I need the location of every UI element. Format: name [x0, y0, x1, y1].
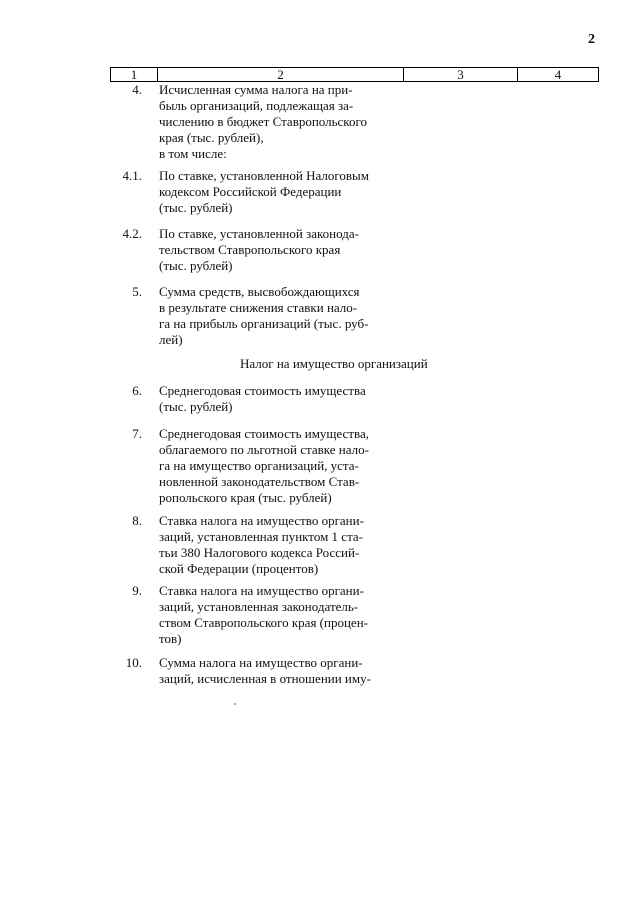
row-text: Исчисленная сумма налога на при- быль организаций, подлежащая за- числению в бюджет Ставропольского края (тыс. рублей), в том числе:	[159, 82, 367, 161]
row-number: 10.	[125, 655, 142, 670]
row-number: 6.	[132, 383, 142, 398]
row-text: Ставка налога на имущество органи- заций, установленная законодатель- ством Ставропольского края (процен- тов)	[159, 583, 368, 646]
column-header-3: 3	[404, 68, 518, 82]
row-text: По ставке, установленной Налоговым кодексом Российской Федерации (тыс. рублей)	[159, 168, 369, 215]
page-number: 2	[588, 32, 595, 47]
row-number: 7.	[132, 426, 142, 441]
row-number: 4.1.	[122, 168, 142, 183]
column-header-1: 1	[111, 68, 158, 82]
row-number: 8.	[132, 513, 142, 528]
row-text: Ставка налога на имущество органи- заций, установленная пунктом 1 ста- тьи 380 Налогового кодекса Россий- ской Федерации (процентов)	[159, 513, 364, 576]
column-header-4: 4	[518, 68, 599, 82]
table-header-row	[110, 67, 599, 82]
row-number: 9.	[132, 583, 142, 598]
row-text: Сумма средств, высвобождающихся в результате снижения ставки нало- га на прибыль организаций (тыс. руб- лей)	[159, 284, 369, 347]
row-text: По ставке, установленной законода- тельством Ставропольского края (тыс. рублей)	[159, 226, 359, 273]
row-number: 5.	[132, 284, 142, 299]
column-header-2: 2	[158, 68, 404, 82]
row-number: 4.2.	[122, 226, 142, 241]
scan-speck	[234, 703, 236, 705]
row-text: Среднегодовая стоимость имущества, облагаемого по льготной ставке нало- га на имущество организаций, уста- новленной законодательством Став- ропольского края (тыс. рублей)	[159, 426, 369, 505]
section-title: Налог на имущество организаций	[240, 356, 428, 371]
row-text: Среднегодовая стоимость имущества (тыс. рублей)	[159, 383, 366, 414]
row-text: Сумма налога на имущество органи- заций, исчисленная в отношении иму-	[159, 655, 371, 686]
row-number: 4.	[132, 82, 142, 97]
